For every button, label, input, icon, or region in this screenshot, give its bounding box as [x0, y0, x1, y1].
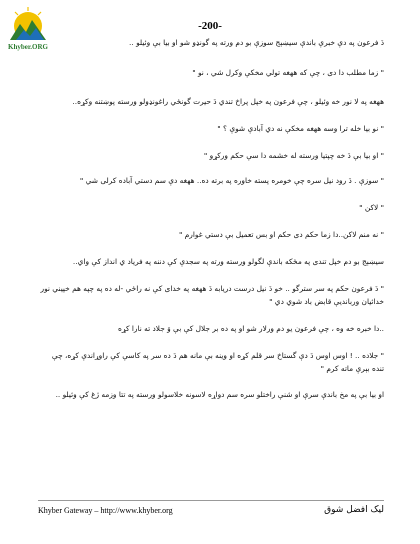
paragraph: " نه منم لاکن..دا زما حکم دی حکم او بس تعميل بې دستي غوارم "	[178, 230, 384, 239]
paragraph: " دَ فرعون حکم په سر سترگو .. خو دَ نيل درست دريابه دَ ههغه په خدای کې نه راځي -له ده په چپه هم خپيني نور خدائيان وربانديې قابض باد شوي دي "	[40, 284, 384, 306]
paragraph: دَ فرعون په دې خبرې باندې سيښېج سوزې بو دم ورته په گونډو شو او بيا بې وئيلو ..	[129, 38, 384, 47]
page-number: -200-	[198, 20, 222, 32]
paragraph: " او بيا بې دَ خه چپتيا ورسته له خشمه دا سې حکم ورکړو "	[203, 151, 384, 160]
paragraph: سيښېج بو دم خپل تندی په مځکه باندې لگولو ورسته ورته په سجدې کې دننه په فرياد ي انداز کې واي..	[72, 257, 384, 266]
paragraph: ..دا خبره خه وه ، چې فرعون يو دم ورلار شو او په ده بر جلال کې بې وَ جلاد ته نارا کړه	[118, 324, 384, 333]
paragraph: " نو بيا خله ترا وسه ههغه مخکې نه دي آبادې شوې ؟ "	[217, 124, 384, 133]
footer-site-link[interactable]: Khyber Gateway – http://www.khyber.org	[38, 506, 173, 515]
document-body	[38, 36, 384, 401]
paragraph: " جلاده .. ! اوس اوس دَ دې گستاخ سر قلم کړه او وينه بې مانه هم دَ ده سر په کاسې کې راوړاندې کړه، چې تنده بېرې ماته کرم "	[51, 351, 384, 373]
paragraph: " سوزې . دَ رود نيل سره چې خومره پسته خاوره په برته ده.. ههغه دې سم دستي آباده کرلی شي "	[79, 176, 384, 185]
footer-divider	[38, 500, 384, 501]
footer-author: ليک افضل شوق	[324, 505, 384, 515]
paragraph: او بيا بې په مخ باندې سرې او شنې راختلو سره سم دواړه لاسونه خلاسولو ورسته په تتا وزمه ژغ کې وئيلو ..	[55, 390, 384, 399]
paragraph: " زما مطلب دا دی ، چې که ههغه تولي مخکې وکرل شي ، نو "	[192, 68, 384, 77]
logo-text: Khyber.ORG	[8, 43, 48, 51]
paragraph: ههغه په لا نور خه وئيلو ، چې فرعون په خپل پراخ تندي دَ حيرت گونځي راغونډولو ورسته پوښتنه وکړه..	[72, 97, 384, 106]
paragraph: " لاکن "	[359, 203, 384, 212]
